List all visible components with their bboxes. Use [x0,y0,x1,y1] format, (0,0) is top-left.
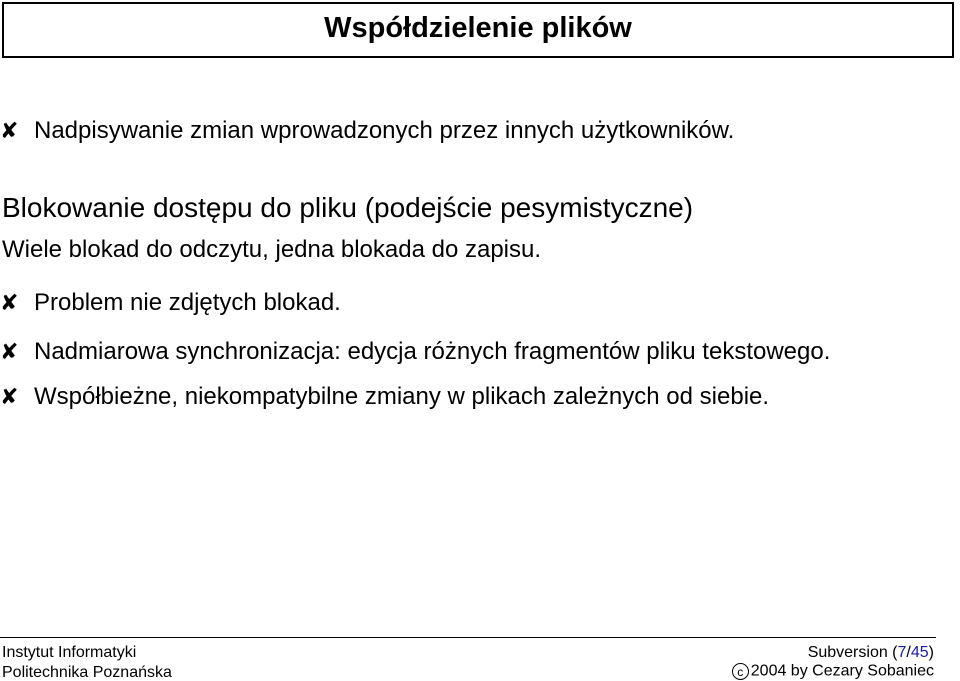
bullet-item-sync [0,340,830,364]
footer-institute: Instytut Informatyki [2,644,137,661]
bullet-text: Nadpisywanie zmian wprowadzonych przez innych użytkowników. [34,117,735,144]
slide-title: Współdzielenie plików [324,11,632,44]
cross-bullet-icon: ✘ [0,339,19,364]
footer-university: Politechnika Poznańska [2,664,172,681]
footer-course-prefix: Subversion ( [807,644,898,661]
footer-divider [0,637,936,638]
copyright-text: 2004 by Cezary Sobaniec [750,662,934,680]
page-current: 7 [897,644,907,661]
bullet-item-concurrent [0,385,769,409]
cross-bullet-icon: ✘ [0,384,19,409]
bullet-text: Nadmiarowa synchronizacja: edycja różnych fragmentów pliku tekstowego. [34,338,831,365]
bullet-text: Współbieżne, niekompatybilne zmiany w plikach zależnych od siebie. [34,383,770,410]
footer-copyright [732,663,934,680]
bullet-text: Problem nie zdjętych blokad. [34,289,341,316]
cross-bullet-icon: ✘ [0,290,19,315]
section-heading: Blokowanie dostępu do pliku (podejście pesymistyczne) [2,192,694,223]
section-text: Wiele blokad do odczytu, jedna blokada do zapisu. [2,236,542,263]
footer-course-page [808,645,934,661]
page-separator: / [906,644,911,661]
bullet-item-overwrite [0,119,734,143]
slide-title-box [2,2,954,58]
copyright-icon: c [732,663,749,680]
page-total: 45 [910,644,929,661]
bullet-item-locks [0,291,341,315]
footer-course-suffix: ) [928,644,934,661]
cross-bullet-icon: ✘ [0,118,19,143]
